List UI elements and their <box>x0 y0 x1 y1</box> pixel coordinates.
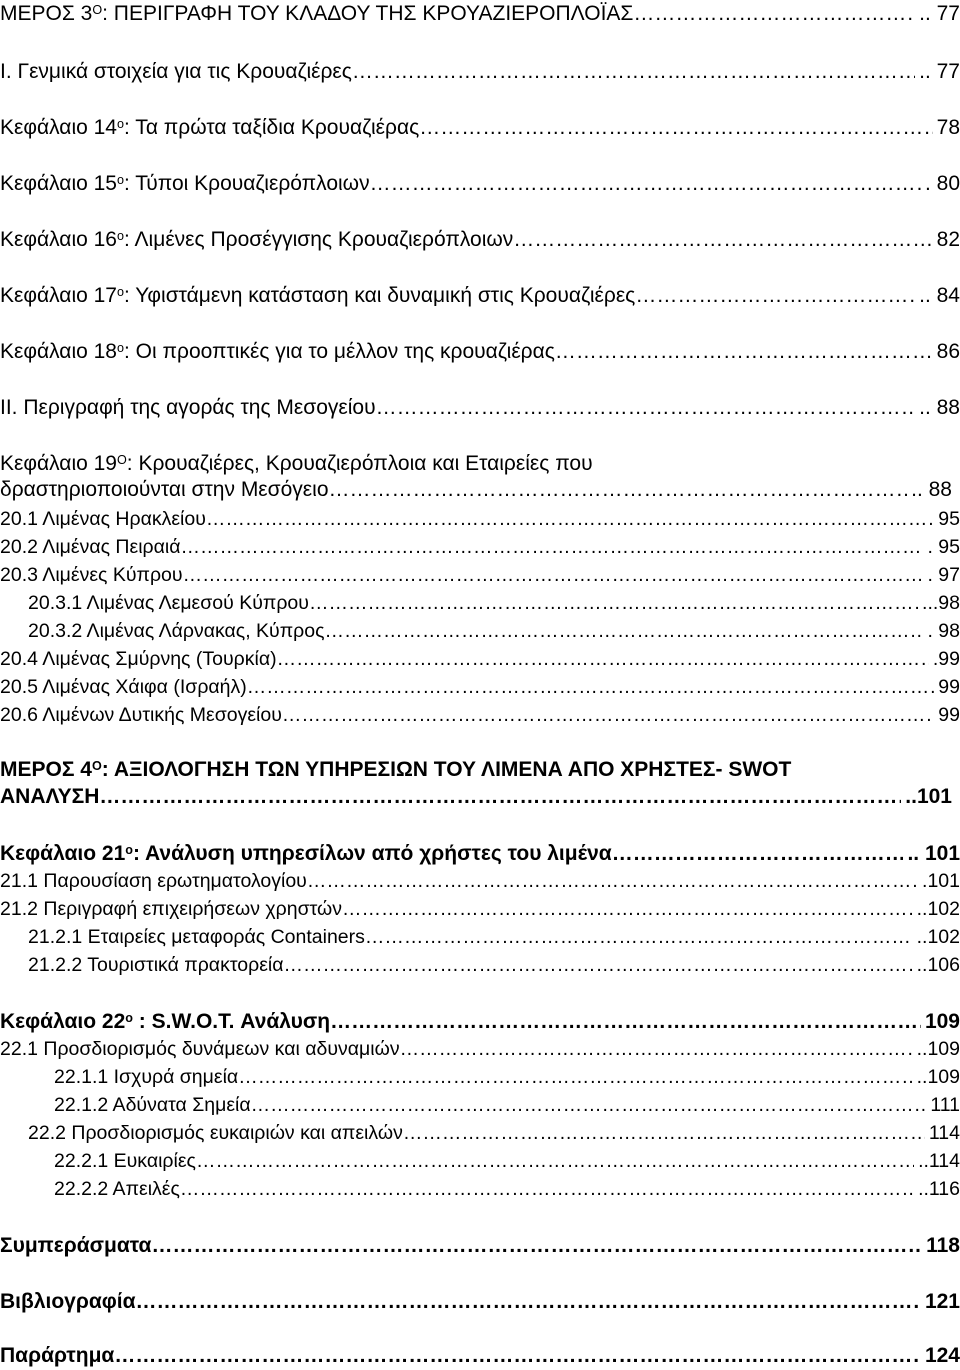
toc-entry-22-2 <box>28 1122 960 1145</box>
toc-entry-22-1-2 <box>54 1094 960 1117</box>
dot-leader <box>400 1038 913 1061</box>
toc-entry-ch16 <box>0 228 960 252</box>
toc-page-number: .. 77 <box>919 60 960 83</box>
toc-page-number: 99 <box>938 704 960 726</box>
toc-entry-22-2-1 <box>54 1150 960 1173</box>
toc-entry-part4 <box>0 758 960 809</box>
toc-title: 22.2.1 Ευκαιρίες <box>54 1150 196 1172</box>
toc-title: Κεφάλαιο $19^O$: Κρουαζιέρες, Κρουαζιερόπλοια και Εταιρείες που <box>0 452 593 475</box>
toc-entry-ch22 <box>0 1010 960 1034</box>
toc-page-number: 95 <box>938 508 960 530</box>
toc-title: 20.3.1 Λιμένας Λεμεσού Κύπρου <box>28 592 309 614</box>
dot-leader <box>365 926 913 949</box>
toc-page-number: .. 88 <box>919 396 960 419</box>
dot-leader <box>196 1150 914 1173</box>
dot-leader <box>307 870 918 893</box>
toc-title: 22.2.2 Απειλές <box>54 1178 180 1200</box>
toc-entry-20-1 <box>0 508 960 531</box>
toc-page-number: 111 <box>930 1094 960 1116</box>
toc-title: 21.1 Παρουσίαση ερωτηματολογίου <box>0 870 307 892</box>
dot-leader <box>114 1344 921 1368</box>
toc-title: ΙΙ. Περιγραφή της αγοράς της Μεσογείου <box>0 396 376 419</box>
toc-page-number: .99 <box>932 648 960 670</box>
dot-leader <box>238 1066 912 1089</box>
dot-leader <box>251 1094 927 1117</box>
dot-leader <box>635 284 915 308</box>
dot-leader <box>151 1234 922 1258</box>
toc-entry-20-6 <box>0 704 960 727</box>
toc-entry-20-3 <box>0 564 960 587</box>
toc-title: 22.1.1 Ισχυρά σημεία <box>54 1066 239 1088</box>
toc-title: Κεφάλαιο $17^o$: Υφιστάμενη κατάσταση και δυναμική στις Κρουαζιέρες <box>0 284 636 307</box>
toc-entry-sec2 <box>0 396 960 420</box>
toc-title: ΜΕΡΟΣ $4^O$: ΑΞΙΟΛΟΓΗΣΗ ΤΩΝ ΥΠΗΡΕΣΙΩΝ ΤΟΥ ΛΙΜΕΝΑ ΑΠΟ ΧΡΗΣΤΕΣ- SWOT <box>0 758 792 781</box>
toc-page-number: 82 <box>936 228 960 251</box>
toc-title: Κεφάλαιο $18^o$: Οι προοπτικές για το μέλλον της κρουαζιέρας <box>0 340 555 363</box>
dot-leader <box>513 228 932 252</box>
toc-title: Συμπεράσματα <box>0 1234 152 1257</box>
toc-entry-ch21 <box>0 842 960 866</box>
toc-page-number: 86 <box>936 340 960 363</box>
dot-leader <box>247 676 935 699</box>
toc-entry-20-3-2 <box>28 620 960 643</box>
toc-title: 22.2 Προσδιορισμός ευκαιριών και απειλών <box>28 1122 403 1144</box>
toc-entry-part3 <box>0 2 960 26</box>
toc-title: 22.1 Προσδιορισμός δυνάμεων και αδυναμιών <box>0 1038 400 1060</box>
toc-title: 21.2.1 Εταιρείες μεταφοράς Containers <box>28 926 365 948</box>
dot-leader <box>403 1122 925 1145</box>
dot-leader <box>183 564 924 587</box>
toc-title: 20.2 Λιμένας Πειραιά <box>0 536 181 558</box>
dot-leader <box>376 396 916 420</box>
toc-title: 22.1.2 Αδύνατα Σημεία <box>54 1094 251 1116</box>
toc-title: Κεφάλαιο $22^o$ : S.W.O.T. Ανάλυση <box>0 1010 331 1033</box>
dot-leader <box>99 785 901 809</box>
toc-entry-appendix <box>0 1344 960 1368</box>
dot-leader <box>325 620 924 643</box>
toc-page-number: 109 <box>924 1010 960 1033</box>
toc-page-number: 121 <box>924 1290 960 1313</box>
toc-page-number: . 95 <box>927 536 960 558</box>
toc-page-number: ..109 <box>916 1066 960 1088</box>
dot-leader <box>309 592 918 615</box>
toc-title: Ι. Γενμικά στοιχεία για τις Κρουαζιέρες <box>0 60 352 83</box>
toc-entry-ch17 <box>0 284 960 308</box>
toc-entry-conclusions <box>0 1234 960 1258</box>
toc-title: ΜΕΡΟΣ $3^O$: ΠΕΡΙΓΡΑΦΗ ΤΟΥ ΚΛΑΔΟΥ ΤΗΣ ΚΡΟΥΑΖΙΕΡΟΠΛΟΪΑΣ <box>0 2 634 25</box>
toc-title: Κεφάλαιο $15^o$: Τύποι Κρουαζιερόπλοιων <box>0 172 370 195</box>
toc-title: 20.1 Λιμένας Ηρακλείου <box>0 508 206 530</box>
toc-entry-21-1 <box>0 870 960 893</box>
toc-entry-22-1-1 <box>54 1066 960 1089</box>
toc-page-number: .. 84 <box>919 284 960 307</box>
toc-entry-bibliography <box>0 1290 960 1314</box>
toc-page-number: . 97 <box>927 564 960 586</box>
toc-entry-ch19 <box>0 452 960 502</box>
toc-entry-sec1 <box>0 60 960 84</box>
toc-entry-21-2-1 <box>28 926 960 949</box>
toc-page-number: 114 <box>928 1122 960 1144</box>
toc-title: 20.4 Λιμένας Σμύρνης (Τουρκία) <box>0 648 277 670</box>
toc-page-number: ..101 <box>905 785 952 808</box>
toc-page-number: ...98 <box>922 592 960 614</box>
toc-page-number: . 98 <box>927 620 960 642</box>
toc-page-number: 124 <box>924 1344 960 1367</box>
toc-title: Βιβλιογραφία <box>0 1290 136 1313</box>
toc-page-number: .101 <box>922 870 960 892</box>
toc-entry-21-2-2 <box>28 954 960 977</box>
toc-entry-21-2 <box>0 898 960 921</box>
toc-title: Παράρτημα <box>0 1344 115 1367</box>
toc-page-number: ..114 <box>918 1150 960 1172</box>
dot-leader <box>555 340 933 364</box>
toc-entry-22-1 <box>0 1038 960 1061</box>
toc-page-number: ..102 <box>916 898 960 920</box>
toc-title: Κεφάλαιο $21^o$: Ανάλυση υπηρεσίλων από χρήστες του λιμένα <box>0 842 612 865</box>
toc-page-number: ..106 <box>916 954 960 976</box>
toc-entry-20-4 <box>0 648 960 671</box>
toc-page-number: 78 <box>936 116 960 139</box>
toc-title: 21.2.2 Τουριστικά πρακτορεία <box>28 954 284 976</box>
dot-leader <box>180 1178 914 1201</box>
toc-page-number: 118 <box>926 1234 960 1257</box>
toc-title: Κεφάλαιο $14^o$: Τα πρώτα ταξίδια Κρουαζιέρας <box>0 116 420 139</box>
toc-page-number: .. 88 <box>911 478 952 501</box>
dot-leader <box>633 2 915 26</box>
toc-title-continuation: ΑΝΑΛΥΣΗ <box>0 785 100 808</box>
dot-leader <box>370 172 921 196</box>
toc-page-number: .. 101 <box>907 842 960 865</box>
dot-leader <box>181 536 924 559</box>
dot-leader <box>342 898 913 921</box>
dot-leader <box>136 1290 921 1314</box>
toc-title: 20.3 Λιμένες Κύπρου <box>0 564 183 586</box>
toc-entry-22-2-2 <box>54 1178 960 1201</box>
dot-leader <box>352 60 915 84</box>
dot-leader <box>612 842 904 866</box>
toc-entry-ch14 <box>0 116 960 140</box>
toc-page-number: ..116 <box>918 1178 960 1200</box>
toc-entry-ch18 <box>0 340 960 364</box>
dot-leader <box>282 704 934 727</box>
toc-entry-20-2 <box>0 536 960 559</box>
toc-title-continuation: δραστηριοποιούνται στην Μεσόγειο <box>0 478 329 501</box>
dot-leader <box>329 478 908 502</box>
dot-leader <box>284 954 913 977</box>
toc-title: 20.6 Λιμένων Δυτικής Μεσογείου <box>0 704 282 726</box>
dot-leader <box>277 648 929 671</box>
dot-leader <box>419 116 932 140</box>
toc-page-number: 99 <box>938 676 960 698</box>
dot-leader <box>330 1010 921 1034</box>
dot-leader <box>206 508 934 531</box>
toc-page-number: ..102 <box>916 926 960 948</box>
toc-title: 20.5 Λιμένας Χάιφα (Ισραήλ) <box>0 676 247 698</box>
toc-title: 21.2 Περιγραφή επιχειρήσεων χρηστών <box>0 898 343 920</box>
toc-title: Κεφάλαιο $16^o$: Λιμένες Προσέγγισης Κρουαζιερόπλοιων <box>0 228 514 251</box>
toc-title: 20.3.2 Λιμένας Λάρνακας, Κύπρος <box>28 620 325 642</box>
toc-page-number: . 80 <box>924 172 960 195</box>
toc-page-number: ..109 <box>916 1038 960 1060</box>
toc-page-number: .. 77 <box>919 2 960 25</box>
toc-entry-ch15 <box>0 172 960 196</box>
toc-entry-20-5 <box>0 676 960 699</box>
toc-entry-20-3-1 <box>28 592 960 615</box>
